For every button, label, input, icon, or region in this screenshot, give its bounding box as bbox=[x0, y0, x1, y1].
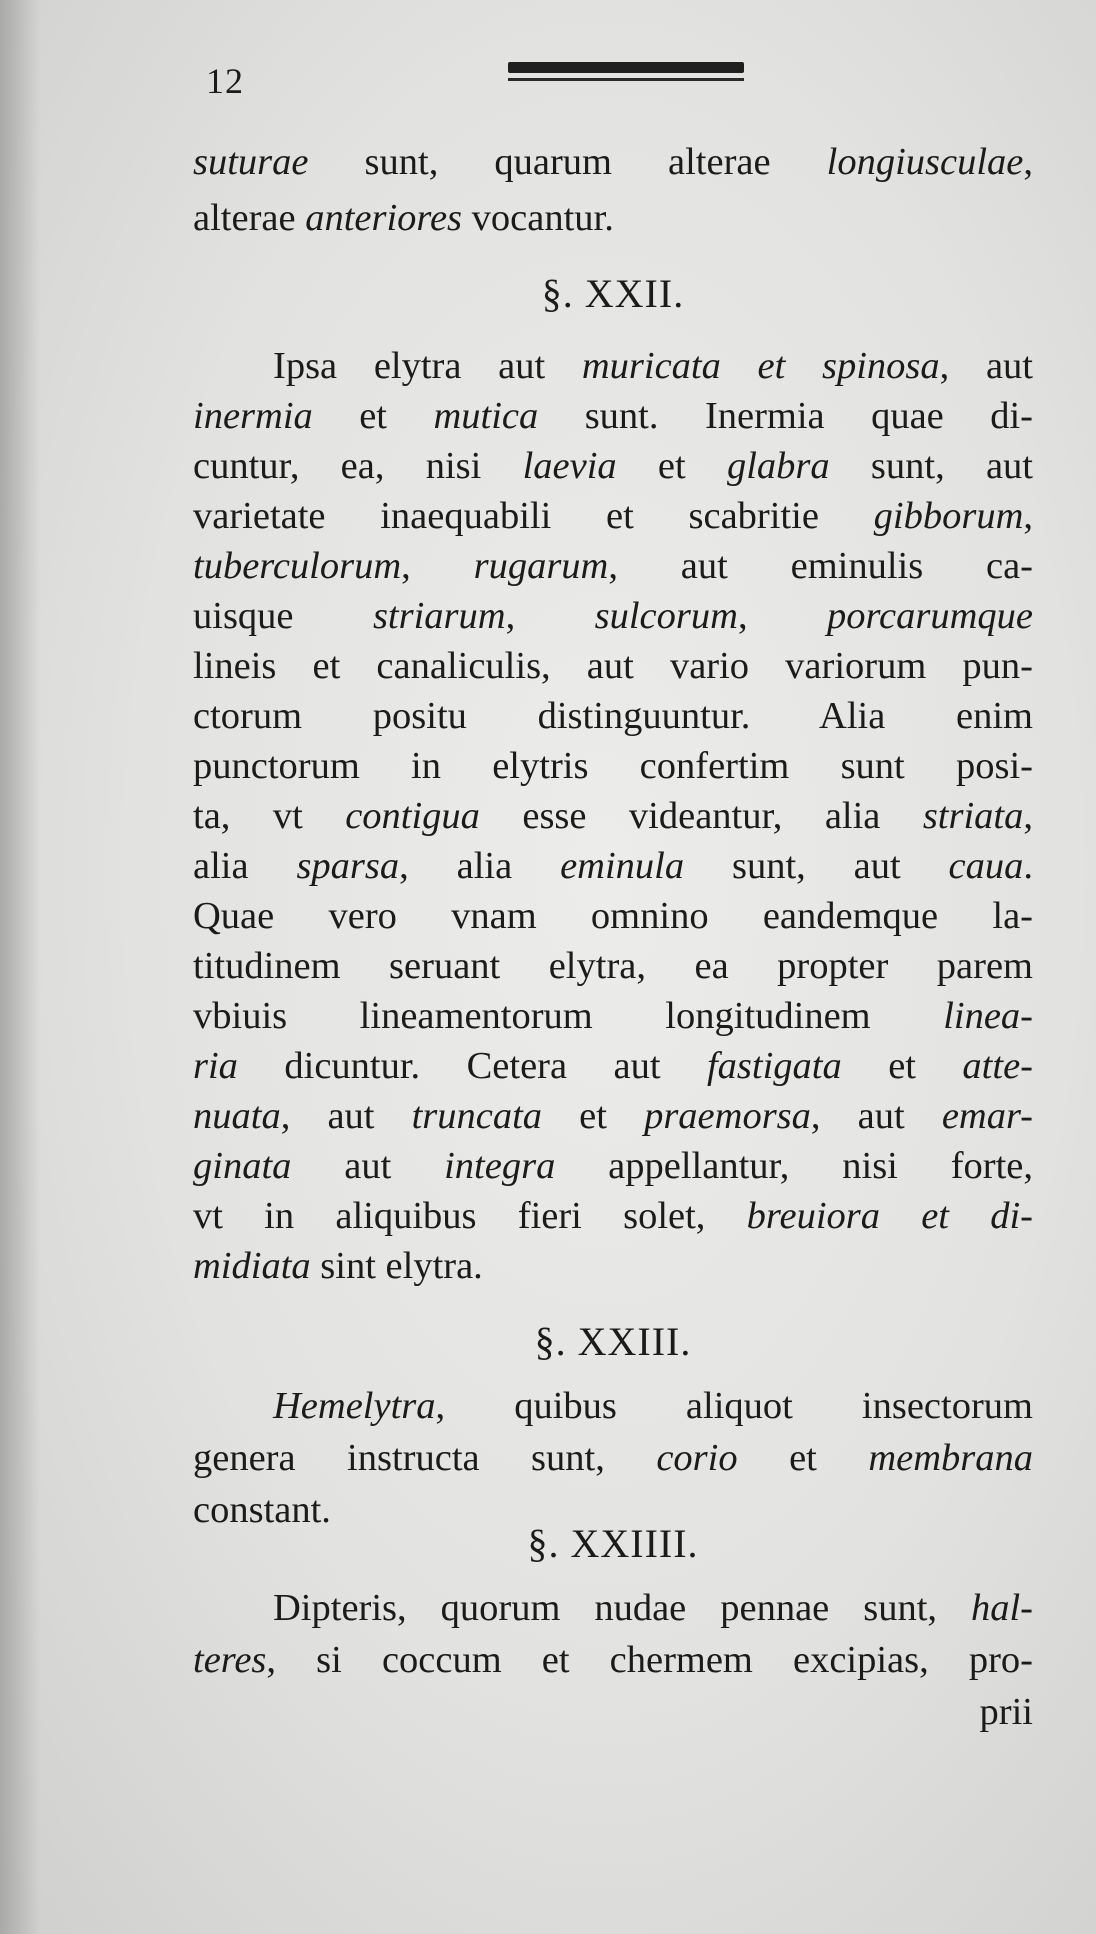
text-line: varietate inaequabili et scabritie gibborum, bbox=[193, 495, 1033, 537]
text-line: ginata aut integra appellantur, nisi forte, bbox=[193, 1145, 1033, 1187]
text-line: tuberculorum, rugarum, aut eminulis ca- bbox=[193, 545, 1034, 587]
text-line: cuntur, ea, nisi laevia et glabra sunt, aut bbox=[193, 445, 1033, 487]
text-line: ria dicuntur. Cetera aut fastigata et atte- bbox=[193, 1045, 1033, 1087]
header-rule-thin bbox=[508, 78, 744, 81]
text-line: teres, si coccum et chermem excipias, pro- bbox=[193, 1639, 1033, 1681]
page-number: 12 bbox=[206, 61, 244, 101]
text-line: vbiuis lineamentorum longitudinem linea- bbox=[193, 995, 1033, 1037]
section-heading-24: §. XXIIII. bbox=[527, 1521, 699, 1566]
text-line: uisque striarum, sulcorum, porcarumque bbox=[193, 595, 1033, 637]
text-line: alia sparsa, alia eminula sunt, aut caua. bbox=[193, 845, 1033, 887]
text-line: titudinem seruant elytra, ea propter parem bbox=[193, 945, 1033, 987]
section-heading-22: §. XXII. bbox=[541, 271, 685, 316]
text-line: punctorum in elytris confertim sunt posi- bbox=[193, 745, 1033, 787]
catchword: prii bbox=[979, 1691, 1033, 1733]
text-line: Hemelytra, quibus aliquot insectorum bbox=[273, 1385, 1033, 1427]
text-line: ta, vt contigua esse videantur, alia striata, bbox=[193, 795, 1033, 837]
text-line: genera instructa sunt, corio et membrana bbox=[193, 1437, 1033, 1479]
text-line: ctorum positu distinguuntur. Alia enim bbox=[193, 695, 1033, 737]
text-line: alterae anteriores vocantur. bbox=[193, 197, 614, 239]
text-line: Ipsa elytra aut muricata et spinosa, aut bbox=[273, 345, 1033, 387]
text-line: midiata sint elytra. bbox=[193, 1245, 483, 1287]
text-line: lineis et canaliculis, aut vario variorum pun- bbox=[193, 645, 1033, 687]
section-heading-23: §. XXIII. bbox=[534, 1319, 692, 1364]
header-rule-thick bbox=[508, 62, 744, 73]
text-line: inermia et mutica sunt. Inermia quae di- bbox=[193, 395, 1033, 437]
text-line: vt in aliquibus fieri solet, breuiora et di- bbox=[193, 1195, 1034, 1237]
text-line: constant. bbox=[193, 1489, 331, 1531]
text-line: Quae vero vnam omnino eandemque la- bbox=[193, 895, 1033, 937]
header-rule bbox=[508, 62, 744, 81]
text-line: nuata, aut truncata et praemorsa, aut emar- bbox=[193, 1095, 1033, 1137]
text-line: Dipteris, quorum nudae pennae sunt, hal- bbox=[273, 1587, 1033, 1629]
binding-shadow bbox=[0, 0, 40, 1934]
text-line: suturae sunt, quarum alterae longiusculae, bbox=[193, 141, 1033, 183]
